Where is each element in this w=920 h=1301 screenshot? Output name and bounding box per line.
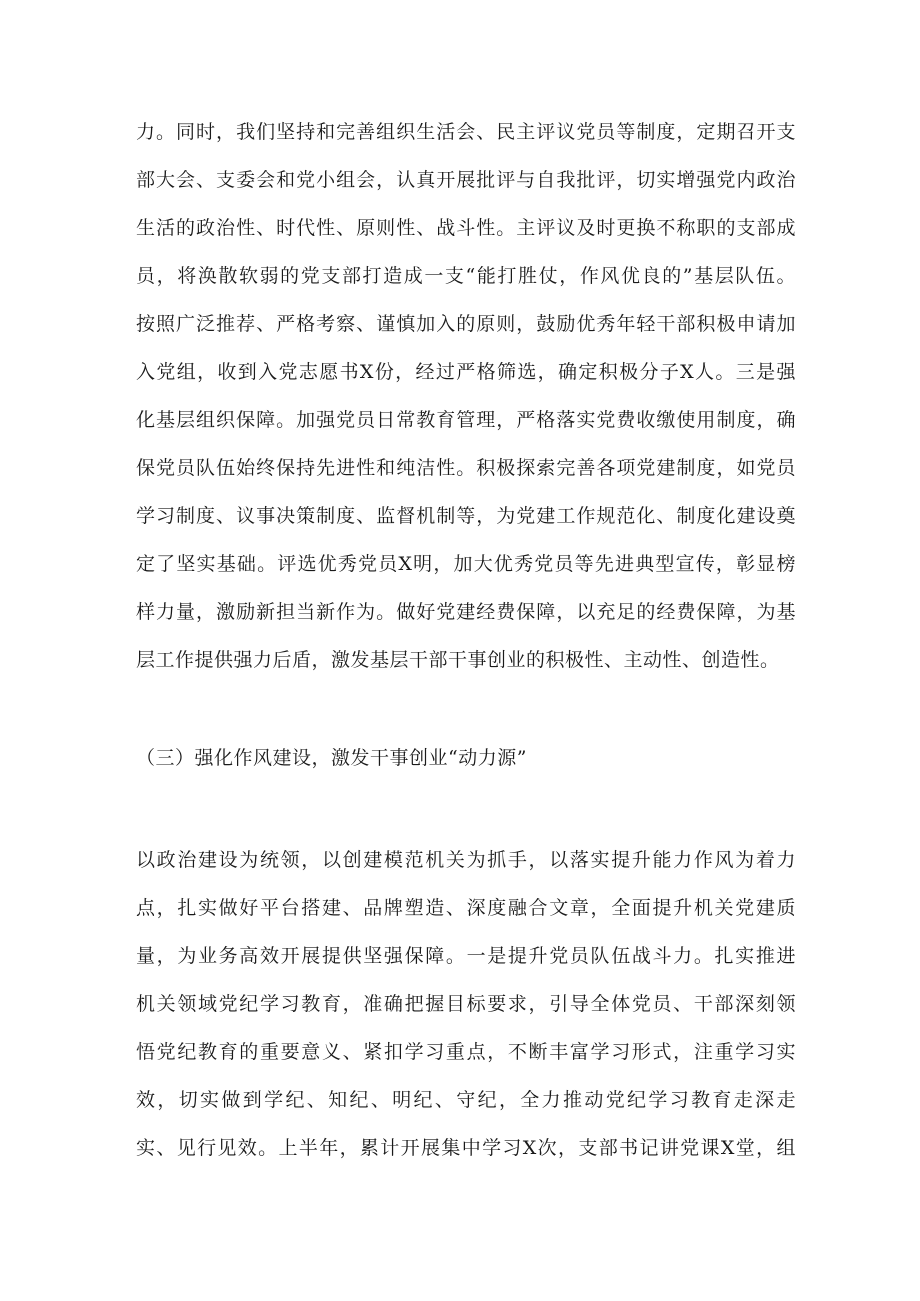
paragraph-line: 样力量，激励新担当新作为。做好党建经费保障，以充足的经费保障，为基 <box>136 601 796 623</box>
paragraph-line: 悟党纪教育的重要意义、紧扣学习重点，不断丰富学习形式，注重学习实 <box>136 1041 796 1063</box>
paragraph-line: 量，为业务高效开展提供坚强保障。一是提升党员队伍战斗力。扎实推进 <box>136 945 796 967</box>
paragraph-line: 按照广泛推荐、严格考察、谨慎加入的原则，鼓励优秀年轻干部积极申请加 <box>136 313 796 335</box>
paragraph-line: 入党组，收到入党志愿书X份，经过严格筛选，确定积极分子X人。三是强 <box>136 361 796 383</box>
paragraph-line: 以政治建设为统领，以创建模范机关为抓手，以落实提升能力作风为着力 <box>136 849 796 871</box>
paragraph-line: 力。同时，我们坚持和完善组织生活会、民主评议党员等制度，定期召开支 <box>136 121 796 143</box>
section-heading: （三）强化作风建设，激发干事创业“动力源” <box>136 747 527 769</box>
body-paragraph-2 <box>136 836 796 1172</box>
paragraph-line: 部大会、支委会和党小组会，认真开展批评与自我批评，切实增强党内政治 <box>136 169 796 191</box>
paragraph-line: 化基层组织保障。加强党员日常教育管理，严格落实党费收缴使用制度，确 <box>136 409 796 431</box>
body-paragraph-1 <box>136 108 796 684</box>
paragraph-line: 保党员队伍始终保持先进性和纯洁性。积极探索完善各项党建制度，如党员 <box>136 457 796 479</box>
paragraph-line: 机关领域党纪学习教育，准确把握目标要求，引导全体党员、干部深刻领 <box>136 993 796 1015</box>
paragraph-line: 层工作提供强力后盾，激发基层干部干事创业的积极性、主动性、创造性。 <box>136 649 780 671</box>
paragraph-line: 效，切实做到学纪、知纪、明纪、守纪，全力推动党纪学习教育走深走 <box>136 1089 796 1111</box>
paragraph-line: 学习制度、议事决策制度、监督机制等，为党建工作规范化、制度化建设奠 <box>136 505 796 527</box>
paragraph-line: 定了坚实基础。评选优秀党员X明，加大优秀党员等先进典型宣传，彰显榜 <box>136 553 796 575</box>
paragraph-line: 员，将涣散软弱的党支部打造成一支“能打胜仗，作风优良的”基层队伍。 <box>136 265 796 287</box>
paragraph-line: 点，扎实做好平台搭建、品牌塑造、深度融合文章，全面提升机关党建质 <box>136 897 796 919</box>
paragraph-line: 实、见行见效。上半年，累计开展集中学习X次，支部书记讲党课X堂，组 <box>136 1137 796 1159</box>
paragraph-line: 生活的政治性、时代性、原则性、战斗性。主评议及时更换不称职的支部成 <box>136 217 796 239</box>
